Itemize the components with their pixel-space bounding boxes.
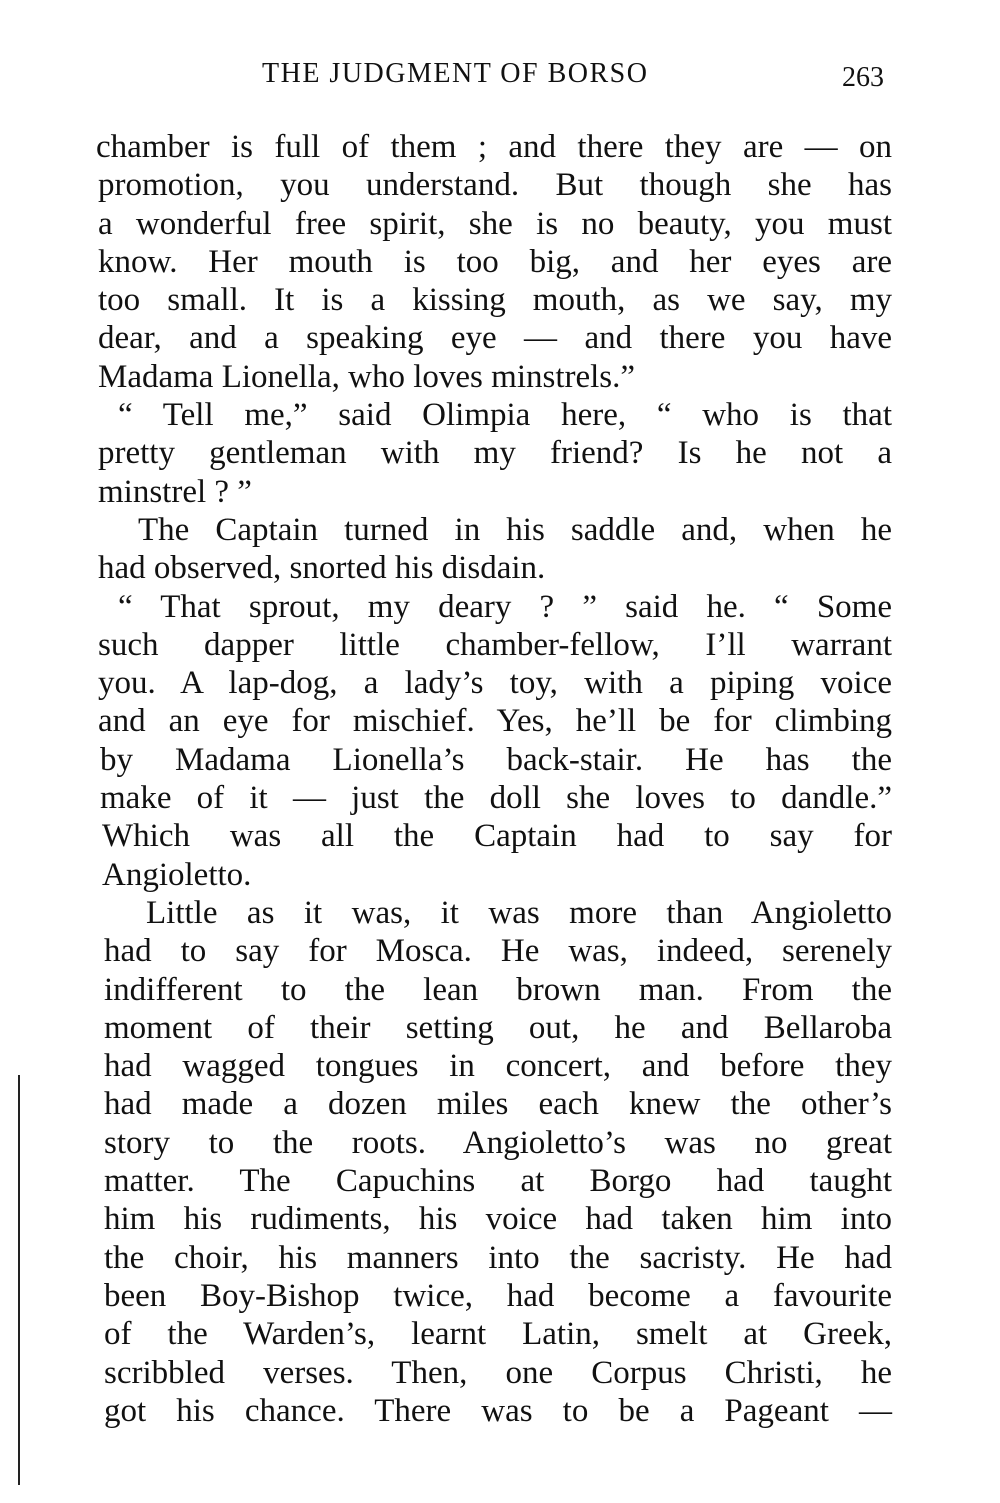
text-line: make of it — just the doll she loves to dandle.”: [100, 780, 892, 817]
text-line: by Madama Lionella’s back-stair. He has the: [100, 741, 892, 778]
text-line: “ Tell me,” said Olimpia here, “ who is that: [118, 397, 892, 434]
text-line: scribbled verses. Then, one Corpus Christi, he: [104, 1354, 892, 1391]
text-line: know. Her mouth is too big, and her eyes are: [98, 243, 892, 280]
text-line: dear, and a speaking eye — and there you have: [98, 320, 892, 357]
text-line: too small. It is a kissing mouth, as we say, my: [98, 282, 892, 319]
page-number: 263: [842, 62, 884, 93]
text-line: story to the roots. Angioletto’s was no great: [104, 1124, 892, 1161]
text-line: such dapper little chamber-fellow, I’ll warrant: [98, 626, 892, 663]
text-line: Madama Lionella, who loves minstrels.”: [98, 358, 636, 395]
text-line: him his rudiments, his voice had taken him into: [104, 1201, 892, 1238]
text-line: The Captain turned in his saddle and, when he: [138, 511, 892, 548]
text-line: Which was all the Captain had to say for: [102, 818, 892, 855]
text-line: indifferent to the lean brown man. From the: [104, 971, 892, 1008]
text-line: had made a dozen miles each knew the other’s: [104, 1086, 892, 1123]
text-line: you. A lap-dog, a lady’s toy, with a piping voice: [98, 665, 892, 702]
text-line: of the Warden’s, learnt Latin, smelt at Greek,: [104, 1316, 892, 1353]
text-line: had wagged tongues in concert, and before they: [104, 1048, 892, 1085]
running-header: [0, 58, 1000, 98]
text-line: Little as it was, it was more than Angioletto: [146, 894, 892, 931]
body-text: [96, 128, 892, 1430]
text-line: a wonderful free spirit, she is no beauty, you must: [98, 205, 892, 242]
text-line: pretty gentleman with my friend? Is he not a: [98, 435, 892, 472]
margin-rule: [18, 1075, 20, 1485]
text-line: “ That sprout, my deary ? ” said he. “ Some: [118, 588, 892, 625]
text-line: moment of their setting out, he and Bellaroba: [104, 1009, 892, 1046]
text-line: matter. The Capuchins at Borgo had taught: [104, 1163, 892, 1200]
text-line: promotion, you understand. But though she has: [98, 167, 892, 204]
text-line: got his chance. There was to be a Pageant —: [104, 1392, 892, 1429]
running-title: THE JUDGMENT OF BORSO: [262, 58, 649, 89]
text-line: the choir, his manners into the sacristy. He had: [104, 1239, 892, 1276]
text-line: and an eye for mischief. Yes, he’ll be for climbing: [98, 703, 892, 740]
text-line: Angioletto.: [102, 856, 252, 893]
text-line: minstrel ? ”: [98, 473, 252, 510]
text-line: chamber is full of them ; and there they are — on: [96, 129, 892, 165]
text-line: had to say for Mosca. He was, indeed, serenely: [104, 933, 892, 970]
text-line: had observed, snorted his disdain.: [98, 550, 546, 587]
text-line: been Boy-Bishop twice, had become a favourite: [104, 1277, 892, 1314]
